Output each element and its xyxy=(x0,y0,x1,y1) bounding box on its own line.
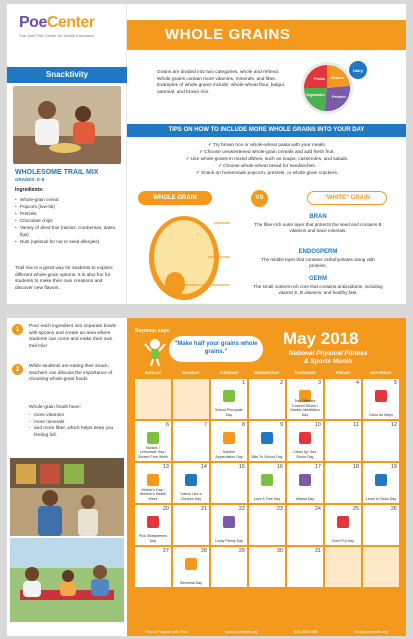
plate-dairy-label: Dairy xyxy=(353,68,364,73)
event-label: Cinco de Mayo xyxy=(369,412,393,417)
whole-grain-benefits-heading: Whole-grain foods have: xyxy=(29,405,81,410)
family-picnic-photo xyxy=(10,538,124,622)
germ-label: GERM xyxy=(309,276,327,282)
trail-mix-note: Trail mix is a great way for students to explore different whole-grain options. It is also fun for students to make their own creations and discover new flavors. xyxy=(15,266,113,291)
germ-description: The small nutrient-rich core that contains antioxidants, including vitamin E, B vitamins, and healthy fats. xyxy=(253,284,383,296)
endosperm-description: The middle layer that contains carbohydrates along with proteins. xyxy=(261,257,375,269)
calendar-month-title: May 2018 xyxy=(283,329,359,348)
day-number: 8 xyxy=(241,422,245,428)
weekday-header-row xyxy=(134,368,400,378)
list-item: ✓Use whole-grains in mixed dishes, such as soups, casseroles, and salads. xyxy=(185,157,349,162)
calendar-day-cell xyxy=(286,462,324,504)
event-icon xyxy=(261,474,273,486)
calendar-day-cell xyxy=(286,420,324,462)
national-month-label: National Physical Fitness & Sports Month xyxy=(288,350,368,365)
day-number: 29 xyxy=(238,548,245,554)
flyer-page-front xyxy=(7,4,406,304)
day-number: 22 xyxy=(238,506,245,512)
event-label: Learn to Swim Day xyxy=(365,496,397,501)
event-label: Love A Tree Day xyxy=(253,496,281,501)
day-number: 19 xyxy=(390,464,397,470)
recipe-grades: GRADES: K-8 xyxy=(15,177,45,182)
page-title: WHOLE GRAINS xyxy=(165,26,291,43)
footer-program: Plan a Program with Poe: xyxy=(145,630,189,634)
day-number: 26 xyxy=(390,506,397,512)
event-label: Memorial Day xyxy=(179,580,203,585)
snacktivity-header: Snacktivity xyxy=(7,67,127,83)
activity-column xyxy=(7,318,127,636)
grain-kernel-illustration xyxy=(138,209,230,303)
day-number: 20 xyxy=(162,506,169,512)
flyer-page-back xyxy=(7,318,406,636)
calendar-day-cell xyxy=(172,546,210,588)
weekday-label: FRIDAY xyxy=(335,370,351,375)
vs-badge: VS xyxy=(251,190,268,207)
weekday-label: SUNDAY xyxy=(144,370,162,375)
day-number: 14 xyxy=(200,464,207,470)
day-number: 31 xyxy=(314,548,321,554)
day-number: 13 xyxy=(162,464,169,470)
calendar-day-cell xyxy=(172,462,210,504)
step-text: Pour each ingredient into separate bowls with spoons and create an area where students can come and make their own trail mix! xyxy=(29,324,116,349)
check-icon: ✓ xyxy=(195,171,200,176)
footer-email[interactable]: info@poehealth.org xyxy=(354,630,388,634)
event-label: Teacher Appreciation Day xyxy=(215,450,243,459)
calendar-day-cell xyxy=(286,378,324,420)
plate-grains-label: Grains xyxy=(331,75,344,80)
plate-vegetables-label: Vegetables xyxy=(306,93,325,97)
day-number: 28 xyxy=(200,548,207,554)
event-icon xyxy=(375,390,387,402)
calendar-day-cell xyxy=(362,504,400,546)
weekday-label: WEDNESDAY xyxy=(254,370,280,375)
day-number: 30 xyxy=(276,548,283,554)
day-number: 25 xyxy=(352,506,359,512)
calendar-day-cell xyxy=(248,504,286,546)
calendar-day-cell xyxy=(210,378,248,420)
calendar-day-cell xyxy=(172,378,210,420)
list-item: • Chocolate chips xyxy=(15,217,119,224)
check-icon: ✓ xyxy=(207,143,212,148)
day-number: 10 xyxy=(314,422,321,428)
list-item: • Variety of dried fruit (raisins, cranberries, dates, figs) xyxy=(15,224,119,238)
event-icon xyxy=(185,474,197,486)
day-number: 12 xyxy=(390,422,397,428)
calendar-day-cell xyxy=(134,420,172,462)
plate-fruits-label: Fruits xyxy=(314,76,326,81)
list-item: • more vitamins xyxy=(29,413,127,420)
day-number: 6 xyxy=(165,422,169,428)
list-item: ✓Choose unsweetened whole-grain cereals and add fresh fruit. xyxy=(199,150,335,155)
check-icon: ✓ xyxy=(217,164,222,169)
left-column xyxy=(7,4,127,304)
day-number: 1 xyxy=(241,380,245,386)
event-icon xyxy=(223,516,235,528)
check-icon: ✓ xyxy=(199,150,204,155)
day-number: 11 xyxy=(353,422,359,428)
calendar-day-cell xyxy=(362,420,400,462)
tips-list xyxy=(132,142,402,177)
contact-footer xyxy=(127,628,406,636)
day-number: 24 xyxy=(314,506,321,512)
seymour-says-label: Seymour says: xyxy=(135,328,171,334)
list-item: ✓Choose whole-wheat bread for sandwiches. xyxy=(217,164,317,169)
calendar-day-cell xyxy=(172,420,210,462)
day-number: 17 xyxy=(314,464,321,470)
poe-center-logo: PoeCenter The Sam Poe Center for Health Education xyxy=(19,14,95,38)
footer-phone: 863-403-4789 xyxy=(294,630,318,634)
step-number: 2 xyxy=(12,364,23,375)
myplate-icon xyxy=(295,58,369,116)
event-label: Clean Up Your Room Day xyxy=(293,450,317,459)
day-number: 18 xyxy=(352,464,359,470)
calendar-day-cell xyxy=(324,546,362,588)
calendar-day-cell xyxy=(210,504,248,546)
event-label: Dance Like a Chicken Day xyxy=(180,492,202,501)
calendar-day-cell xyxy=(286,504,324,546)
family-snack-photo xyxy=(13,86,121,164)
calendar-day-cell xyxy=(134,546,172,588)
recipe-title: WHOLESOME TRAIL MIX xyxy=(15,169,99,176)
day-number: 2 xyxy=(279,380,283,386)
calendar-day-cell xyxy=(134,504,172,546)
calendar-day-cell xyxy=(210,462,248,504)
event-icon xyxy=(147,516,159,528)
event-icon xyxy=(261,432,273,444)
step-text: While students are eating their snack, teachers can discuss the importance of choosing whole-grain foods. xyxy=(29,364,113,383)
event-icon xyxy=(147,432,159,444)
list-item: • Nuts (optional for nut or seed allergies) xyxy=(15,238,119,245)
seymour-mascot-icon xyxy=(143,338,167,366)
ingredients-list xyxy=(15,196,119,245)
calendar-day-cell xyxy=(248,462,286,504)
day-number: 3 xyxy=(317,380,321,386)
list-item: • and more fiber, which helps keep you feeling full. xyxy=(29,426,127,439)
list-item: • Pretzels xyxy=(15,210,119,217)
title-banner xyxy=(127,20,406,50)
ingredients-heading: Ingredients: xyxy=(15,187,44,193)
list-item: ✓Try brown rice or whole-wheat pasta with your meals. xyxy=(207,143,327,148)
calendar-day-cell xyxy=(134,378,172,420)
calendar-week-row xyxy=(134,462,400,504)
calendar-week-row xyxy=(134,378,400,420)
calendar-day-cell xyxy=(362,462,400,504)
day-number: 5 xyxy=(393,380,397,386)
footer-web[interactable]: www.poehealth.org xyxy=(225,630,258,634)
weekday-label: SATURDAY xyxy=(370,370,392,375)
event-label: Mother's Day / Women's Health Week xyxy=(139,487,167,501)
day-number: 4 xyxy=(355,380,359,386)
event-label: School Principals' Day xyxy=(214,408,244,417)
weekday-label: THURSDAY xyxy=(294,370,316,375)
speech-bubble: "Make half your grains whole grains." xyxy=(169,336,263,362)
event-icon xyxy=(223,390,235,402)
day-number: 7 xyxy=(203,422,207,428)
calendar-day-cell xyxy=(324,378,362,420)
calendar-grid xyxy=(134,368,400,588)
calendar-day-cell xyxy=(248,420,286,462)
calendar-day-cell xyxy=(172,504,210,546)
tips-heading: TIPS ON HOW TO INCLUDE MORE WHOLE GRAINS INTO YOUR DAY xyxy=(127,124,406,137)
event-icon xyxy=(185,558,197,570)
day-number: 21 xyxy=(200,506,207,512)
list-item: ✓Snack on homemade popcorn, pretzels, or whole-grain crackers. xyxy=(195,171,339,176)
calendar-day-cell xyxy=(324,420,362,462)
benefits-list xyxy=(29,413,127,439)
calendar-day-cell xyxy=(134,462,172,504)
whole-grain-label: WHOLE GRAIN xyxy=(138,191,212,205)
intro-text: Grains are divided into two categories, whole and refined. Whole grains contain more vitamins, minerals, and fiber. Examples of whole grains include: whole-wheat flour, bulgur, oatmeal, and brown rice. xyxy=(157,70,286,96)
day-number: 16 xyxy=(276,464,283,470)
list-item: • more minerals xyxy=(29,420,127,427)
event-label: Don't Fry Day xyxy=(332,538,354,543)
weekday-label: MONDAY xyxy=(182,370,200,375)
bran-description: The fiber-rich outer layer that protects the seed and contains B vitamins and trace minerals. xyxy=(254,222,382,234)
day-number: 23 xyxy=(276,506,283,512)
event-label: Lucky Penny Day xyxy=(215,538,243,543)
endosperm-label: ENDOSPERM xyxy=(298,249,338,255)
bran-label: BRAN xyxy=(309,214,327,220)
event-icon xyxy=(337,516,349,528)
calendar-day-cell xyxy=(362,378,400,420)
calendar-day-cell xyxy=(286,546,324,588)
list-item: • Whole-grain cereal xyxy=(15,196,119,203)
event-label: Bike To School Day xyxy=(251,454,283,459)
calendar-day-cell xyxy=(324,504,362,546)
event-icon xyxy=(147,474,159,486)
plate-protein-label: Protein xyxy=(332,94,346,99)
grocery-shopping-photo xyxy=(10,458,124,536)
event-label: Walnut Day xyxy=(295,496,315,501)
calendar-day-cell xyxy=(248,378,286,420)
calendar-day-cell xyxy=(210,420,248,462)
event-icon xyxy=(299,432,311,444)
event-label: Two Different Colored Shoes / Garden Meditation Day xyxy=(290,399,320,417)
day-number: 15 xyxy=(238,464,245,470)
event-icon xyxy=(223,432,235,444)
calendar-day-cell xyxy=(324,462,362,504)
event-label: Pick Strawberries Day xyxy=(139,534,167,543)
calendar-panel xyxy=(127,318,406,636)
event-icon xyxy=(299,474,311,486)
calendar-week-row xyxy=(134,546,400,588)
check-icon: ✓ xyxy=(185,157,190,162)
calendar-day-cell xyxy=(248,546,286,588)
event-icon xyxy=(375,474,387,486)
day-number: 9 xyxy=(279,422,283,428)
calendar-day-cell xyxy=(210,546,248,588)
list-item: • Popcorn (low-fat) xyxy=(15,203,119,210)
white-grain-label: "WHITE" GRAIN xyxy=(307,191,387,205)
event-label: Nurses' / Lemonade Day / Screen Free Week xyxy=(138,445,168,459)
step-number: 1 xyxy=(12,324,23,335)
calendar-week-row xyxy=(134,504,400,546)
calendar-day-cell xyxy=(362,546,400,588)
calendar-week-row xyxy=(134,420,400,462)
day-number: 27 xyxy=(162,548,169,554)
weekday-label: TUESDAY xyxy=(219,370,239,375)
